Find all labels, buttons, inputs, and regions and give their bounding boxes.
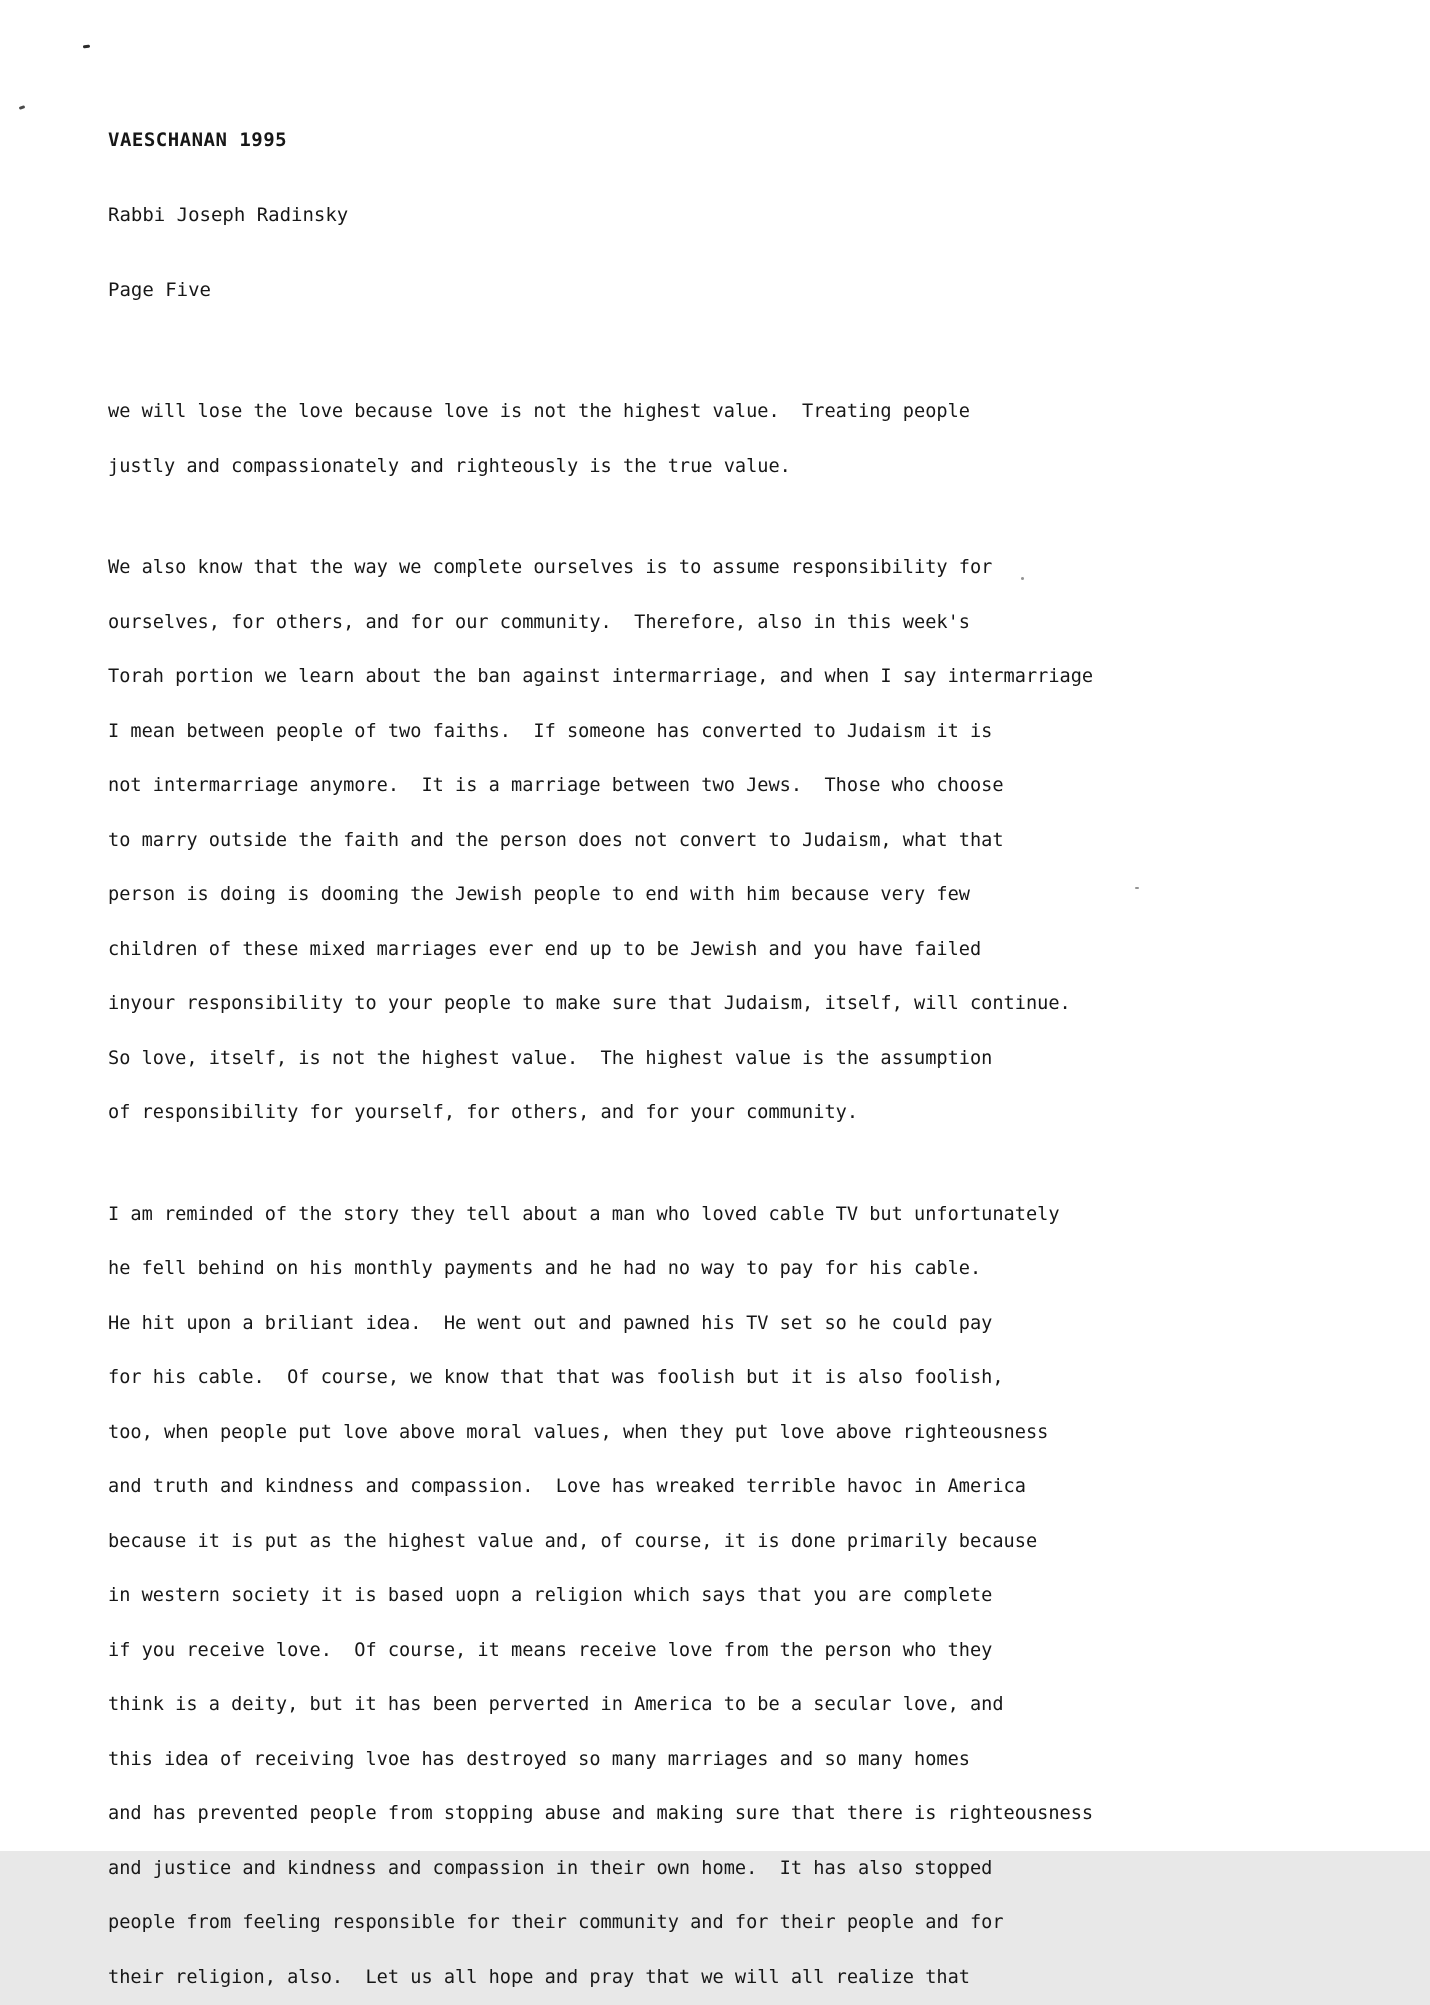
page-title: VAESCHANAN 1995 [108, 128, 1388, 153]
text-line: person is doing is dooming the Jewish people to end with him because very few [108, 868, 1388, 923]
text-line: justly and compassionately and righteously is the true value. [108, 440, 1388, 495]
paragraph [108, 1188, 1388, 2005]
text-line: I am reminded of the story they tell about a man who loved cable TV but unfortunately [108, 1188, 1388, 1243]
text-line: and has prevented people from stopping abuse and making sure that there is righteousness [108, 1787, 1388, 1842]
text-line: So love, itself, is not the highest value. The highest value is the assumption [108, 1032, 1388, 1087]
text-line: in western society it is based uopn a religion which says that you are complete [108, 1569, 1388, 1624]
text-line: to marry outside the faith and the person does not convert to Judaism, what that [108, 814, 1388, 869]
text-line: think is a deity, but it has been perverted in America to be a secular love, and [108, 1678, 1388, 1733]
text-line: too, when people put love above moral values, when they put love above righteousness [108, 1406, 1388, 1461]
text-line: we will lose the love because love is not the highest value. Treating people [108, 385, 1388, 440]
doc-body [108, 385, 1388, 2005]
text-line: if you receive love. Of course, it means receive love from the person who they [108, 1624, 1388, 1679]
text-line: people from feeling responsible for their community and for their people and for [108, 1896, 1388, 1951]
text-line: this idea of receiving lvoe has destroyed so many marriages and so many homes [108, 1733, 1388, 1788]
paragraph [108, 385, 1388, 494]
text-line: and truth and kindness and compassion. Love has wreaked terrible havoc in America [108, 1460, 1388, 1515]
text-line: He hit upon a briliant idea. He went out and pawned his TV set so he could pay [108, 1297, 1388, 1352]
text-line: We also know that the way we complete ourselves is to assume responsibility for [108, 541, 1388, 596]
text-line: for his cable. Of course, we know that that was foolish but it is also foolish, [108, 1351, 1388, 1406]
scan-artifact [19, 105, 26, 110]
doc-header [108, 78, 1388, 353]
text-line: their religion, also. Let us all hope and pray that we will all realize that [108, 1951, 1388, 2005]
text-line: Torah portion we learn about the ban against intermarriage, and when I say intermarriage [108, 650, 1388, 705]
text-line: I mean between people of two faiths. If someone has converted to Judaism it is [108, 705, 1388, 760]
text-line: he fell behind on his monthly payments and he had no way to pay for his cable. [108, 1242, 1388, 1297]
text-line: ourselves, for others, and for our community. Therefore, also in this week's [108, 596, 1388, 651]
scan-artifact [83, 45, 90, 49]
text-line: not intermarriage anymore. It is a marriage between two Jews. Those who choose [108, 759, 1388, 814]
author-line: Rabbi Joseph Radinsky [108, 203, 1388, 228]
page-content [108, 78, 1388, 2005]
page-number: Page Five [108, 278, 1388, 303]
text-line: of responsibility for yourself, for others, and for your community. [108, 1086, 1388, 1141]
text-line: and justice and kindness and compassion in their own home. It has also stopped [108, 1842, 1388, 1897]
text-line: inyour responsibility to your people to make sure that Judaism, itself, will continue. [108, 977, 1388, 1032]
text-line: children of these mixed marriages ever end up to be Jewish and you have failed [108, 923, 1388, 978]
text-line: because it is put as the highest value and, of course, it is done primarily because [108, 1515, 1388, 1570]
paragraph [108, 541, 1388, 1141]
